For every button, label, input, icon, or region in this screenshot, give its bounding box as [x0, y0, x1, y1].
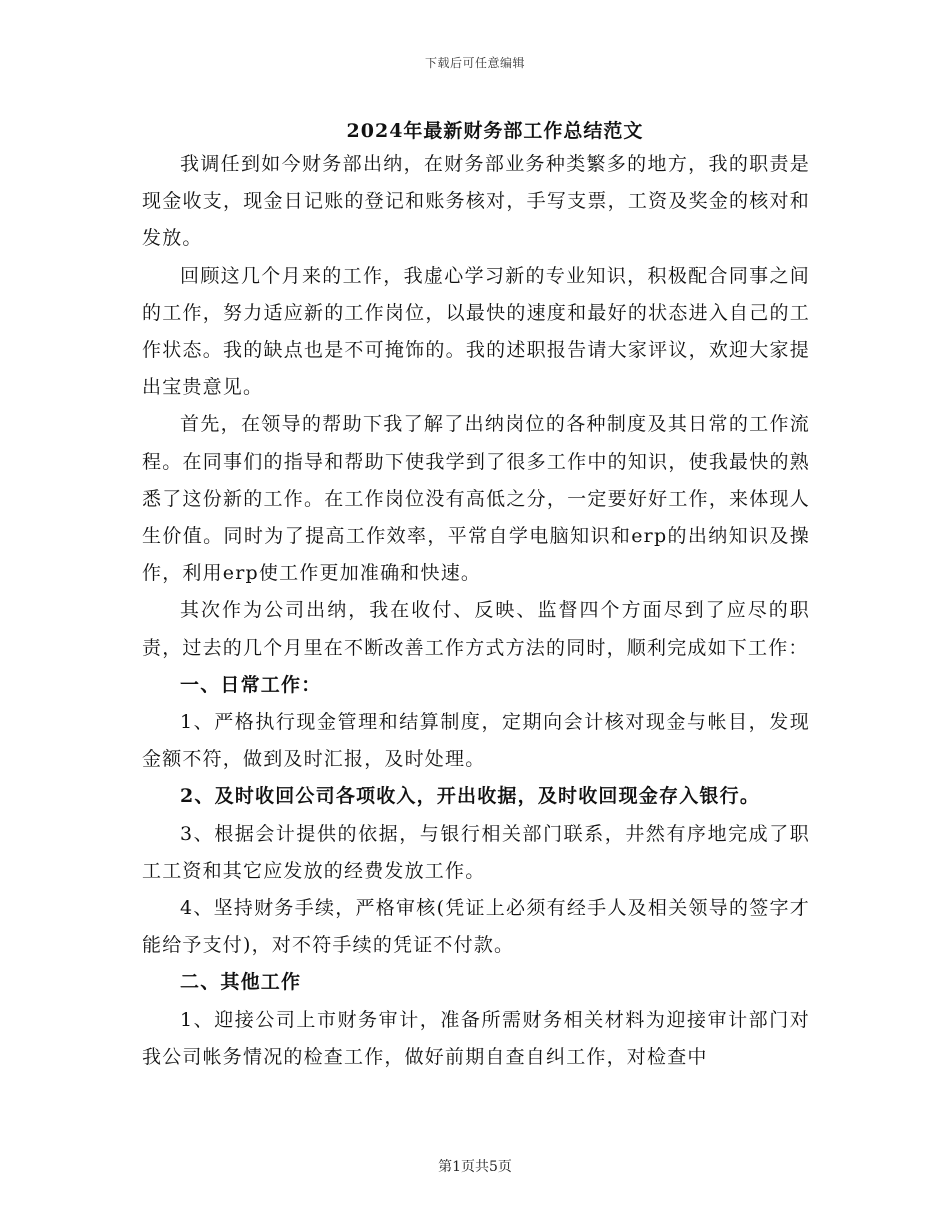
- list-item-bold: 2、及时收回公司各项收入，开出收据，及时收回现金存入银行。: [180, 785, 761, 808]
- list-item: 1、迎接公司上市财务审计，准备所需财务相关材料为迎接审计部门对我公司帐务情况的检查工作，做好前期自查自纠工作，对检查中: [142, 1008, 810, 1068]
- page-number: 第1页共5页: [438, 1159, 512, 1175]
- paragraph: 首先，在领导的帮助下我了解了出纳岗位的各种制度及其日常的工作流程。在同事们的指导和帮助下使我学到了很多工作中的知识，使我最快的熟悉了这份新的工作。在工作岗位没有高低之分，一定要好好工作，来体现人生价值。同时为了提高工作效率，平常自学电脑知识和erp的出纳知识及操作，利用erp使工作更加准确和快速。: [142, 413, 810, 585]
- list-item: 3、根据会计提供的依据，与银行相关部门联系，井然有序地完成了职工工资和其它应发放的经费发放工作。: [142, 822, 810, 882]
- page-header-note: 下载后可任意编辑: [424, 56, 525, 70]
- section-heading: 一、日常工作：: [180, 673, 322, 696]
- paragraph: 其次作为公司出纳，我在收付、反映、监督四个方面尽到了应尽的职责，过去的几个月里在不断改善工作方式方法的同时，顺利完成如下工作：: [142, 599, 810, 659]
- list-item: 4、坚持财务手续，严格审核(凭证上必须有经手人及相关领导的签字才能给予支付)，对不符手续的凭证不付款。: [142, 897, 810, 957]
- paragraph: 回顾这几个月来的工作，我虚心学习新的专业知识，积极配合同事之间的工作，努力适应新的工作岗位，以最快的速度和最好的状态进入自己的工作状态。我的缺点也是不可掩饰的。我的述职报告请大家评议，欢迎大家提出宝贵意见。: [142, 264, 810, 399]
- list-item: 1、严格执行现金管理和结算制度，定期向会计核对现金与帐目，发现金额不符，做到及时汇报，及时处理。: [142, 711, 810, 771]
- document-title: 2024年最新财务部工作总结范文: [346, 120, 644, 142]
- section-heading: 二、其他工作: [180, 971, 302, 994]
- paragraph: 我调任到如今财务部出纳，在财务部业务种类繁多的地方，我的职责是现金收支，现金日记账的登记和账务核对，手写支票，工资及奖金的核对和发放。: [142, 153, 810, 250]
- document-body: [142, 146, 810, 1076]
